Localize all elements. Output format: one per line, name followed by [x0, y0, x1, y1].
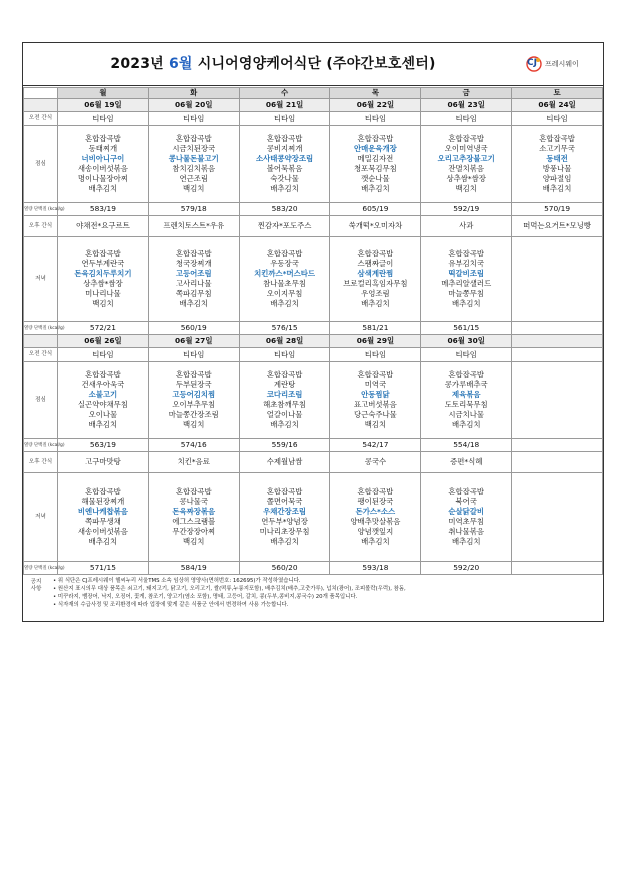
menu-item: 연두부*양념장	[261, 517, 308, 526]
menu-item: 볼어묵볶음	[266, 164, 303, 173]
lunch-cell	[58, 126, 149, 203]
dinner-label: 저녁	[24, 237, 58, 322]
dinner-cell	[512, 237, 603, 322]
pm-snack-cell: 콩국수	[330, 452, 421, 473]
dinner-label: 저녁	[24, 473, 58, 562]
menu-item: 배추김치	[179, 299, 209, 308]
menu-item: 새송이버섯볶음	[77, 527, 128, 536]
menu-item: 오이부추무침	[172, 400, 216, 409]
teatime-cell	[512, 348, 603, 362]
menu-item: 취나물볶음	[448, 527, 485, 536]
menu-item: 연근조림	[179, 174, 209, 183]
menu-item: 무간장장아찌	[172, 527, 216, 536]
menu-item: 우채간장조림	[263, 507, 306, 516]
menu-item: 오이나물	[88, 410, 118, 419]
calorie-cell: 561/15	[421, 322, 512, 335]
calorie-cell: 579/18	[148, 203, 239, 216]
menu-item: 소불고기	[88, 390, 118, 399]
pm-snack-label: 오후 간식	[24, 216, 58, 237]
menu-item: 혼합잡곡밥	[357, 249, 394, 258]
menu-item: 오이미역냉국	[444, 144, 488, 153]
teatime-cell: 티타임	[421, 348, 512, 362]
menu-item: 콩나물돈불고기	[168, 154, 219, 163]
menu-item: 제육볶음	[451, 390, 481, 399]
calorie-cell: 581/21	[330, 322, 421, 335]
calorie-cell: 563/19	[58, 439, 149, 452]
menu-item: 오이지무침	[266, 289, 303, 298]
calorie-cell	[512, 562, 603, 575]
menu-item: 배추김치	[88, 420, 118, 429]
menu-item: 돈육김치두루치기	[74, 269, 132, 278]
menu-item: 너비아니구이	[81, 154, 125, 163]
calorie-label: 열량 단백질 (kcal/g)	[24, 439, 58, 452]
corner-cell	[24, 88, 58, 99]
menu-item: 실곤약야채무침	[77, 400, 128, 409]
menu-item: 혼합잡곡밥	[539, 134, 575, 143]
menu-item: 혼합잡곡밥	[448, 249, 485, 258]
menu-item: 혼합잡곡밥	[85, 370, 121, 379]
teatime-cell: 티타임	[330, 112, 421, 126]
menu-item: 새송이버섯볶음	[77, 164, 128, 173]
note-item: • 식자재의 수급사정 및 조리환경에 따라 업장에 맞게 같은 식품군 안에서 변경하여 사용 가능합니다.	[53, 601, 593, 609]
menu-item: 양념깻잎지	[357, 527, 394, 536]
lunch-cell	[512, 362, 603, 439]
pm-snack-cell: 증편*식혜	[421, 452, 512, 473]
menu-item: 참나물초무침	[263, 279, 306, 288]
title-month: 6월	[168, 56, 193, 72]
menu-item: 돈육짜장볶음	[172, 507, 216, 516]
menu-item: 안동찜닭	[361, 390, 390, 399]
menu-item: 치킨까스*머스타드	[254, 269, 316, 278]
menu-document	[22, 42, 604, 622]
calorie-cell: 574/16	[148, 439, 239, 452]
teatime-cell: 티타임	[239, 112, 330, 126]
notes-list	[53, 577, 593, 609]
menu-item: 소사태콩약장조림	[256, 154, 314, 163]
lunch-cell	[421, 362, 512, 439]
date-cell: 06월 23일	[421, 99, 512, 112]
lunch-cell	[148, 126, 239, 203]
date-cell: 06월 30일	[421, 335, 512, 348]
dinner-cell	[58, 237, 149, 322]
page-title	[23, 53, 523, 73]
pm-snack-label: 오후 간식	[24, 452, 58, 473]
menu-item: 삼색계란찜	[357, 269, 394, 278]
menu-item: 미나리나물	[85, 289, 121, 298]
menu-item: 시금치나물	[448, 410, 485, 419]
dinner-cell	[421, 473, 512, 562]
menu-item: 얼갈이나물	[266, 410, 303, 419]
menu-item: 배추김치	[542, 184, 572, 193]
menu-item: 혼합잡곡밥	[357, 487, 394, 496]
menu-item: 혼합잡곡밥	[266, 370, 303, 379]
date-cell: 06월 28일	[239, 335, 330, 348]
menu-item: 쪽파김무침	[175, 289, 212, 298]
lunch-cell	[421, 126, 512, 203]
calorie-cell	[512, 439, 603, 452]
menu-item: 떡갈비조림	[448, 269, 485, 278]
menu-item: 우동장국	[270, 259, 299, 268]
menu-item: 청국장찌개	[175, 259, 212, 268]
dinner-cell	[330, 237, 421, 322]
menu-item: 양파절임	[542, 174, 572, 183]
weekday-header: 월	[58, 88, 149, 99]
notice-label: 공지 사항	[30, 579, 42, 592]
menu-table	[23, 87, 603, 575]
dinner-cell	[239, 473, 330, 562]
calorie-cell: 560/20	[239, 562, 330, 575]
menu-item: 계란탕	[273, 380, 296, 389]
calorie-cell: 584/19	[148, 562, 239, 575]
pm-snack-cell: 찐감자*포도주스	[239, 216, 330, 237]
lunch-label: 점심	[24, 362, 58, 439]
lunch-cell	[239, 362, 330, 439]
dinner-cell	[148, 473, 239, 562]
menu-item: 콩나물국	[179, 497, 209, 506]
menu-item: 혼합잡곡밥	[85, 249, 121, 258]
menu-item: 고사리나물	[175, 279, 212, 288]
menu-item: 유부김치국	[448, 259, 485, 268]
menu-item: 표고버섯볶음	[353, 400, 397, 409]
menu-item: 쪽파무생채	[85, 517, 121, 526]
teatime-cell: 티타임	[58, 112, 149, 126]
menu-item: 혼합잡곡밥	[266, 487, 303, 496]
date-cell: 06월 20일	[148, 99, 239, 112]
weekday-header: 토	[512, 88, 603, 99]
dinner-cell	[58, 473, 149, 562]
pm-snack-cell: 떠먹는요거트*모닝빵	[512, 216, 603, 237]
menu-item: 동태찌개	[88, 144, 118, 153]
pm-snack-cell	[512, 452, 603, 473]
menu-item: 양배추맛살볶음	[350, 517, 401, 526]
menu-item: 시금치된장국	[172, 144, 216, 153]
menu-item: 스팸짜글이	[357, 259, 394, 268]
lunch-cell	[148, 362, 239, 439]
pm-snack-cell: 야채전*요구르트	[58, 216, 149, 237]
note-item: • 위 식단은 CJ프레시웨이 헬씨누리 서울TMS 소속 임상허 영양사(면허번호: 162695)가 작성하였습니다.	[53, 577, 593, 585]
date-cell: 06월 21일	[239, 99, 330, 112]
menu-item: 코다리조림	[266, 390, 303, 399]
calorie-cell: 583/20	[239, 203, 330, 216]
menu-item: 북어국	[455, 497, 477, 506]
menu-item: 배추김치	[270, 299, 299, 308]
dinner-cell	[330, 473, 421, 562]
date-cell: 06월 27일	[148, 335, 239, 348]
menu-item: 메밀김자전	[357, 154, 394, 163]
menu-item: 백김치	[455, 184, 477, 193]
menu-item: 배추김치	[451, 537, 481, 546]
menu-item: 방풍나물	[542, 164, 572, 173]
menu-item: 배추김치	[361, 184, 390, 193]
menu-item: 혼합잡곡밥	[85, 487, 121, 496]
menu-item: 배추김치	[270, 420, 299, 429]
menu-item: 명이나물장아찌	[77, 174, 128, 183]
lunch-cell	[330, 126, 421, 203]
menu-item: 콩가루배추국	[444, 380, 488, 389]
calorie-label: 열량 단백질 (kcal/g)	[24, 203, 58, 216]
pm-snack-cell: 수제월남쌈	[239, 452, 330, 473]
menu-item: 백김치	[183, 537, 205, 546]
menu-item: 배추김치	[270, 184, 299, 193]
menu-item: 숙갓나물	[270, 174, 299, 183]
menu-item: 소고기무국	[539, 144, 575, 153]
menu-item: 깻순나물	[361, 174, 390, 183]
calorie-cell: 576/15	[239, 322, 330, 335]
teatime-cell: 티타임	[239, 348, 330, 362]
menu-item: 해물된장찌개	[81, 497, 125, 506]
menu-item: 팽이된장국	[357, 497, 394, 506]
dinner-cell	[512, 473, 603, 562]
menu-item: 혼합잡곡밥	[85, 134, 121, 143]
weekday-header: 금	[421, 88, 512, 99]
menu-item: 배추김치	[88, 184, 118, 193]
calorie-cell: 592/20	[421, 562, 512, 575]
menu-item: 혼합잡곡밥	[175, 370, 212, 379]
menu-item: 우엉조림	[361, 289, 390, 298]
lunch-cell	[58, 362, 149, 439]
calorie-cell: 592/19	[421, 203, 512, 216]
menu-item: 상추쌈*쌈장	[446, 174, 486, 183]
teatime-cell: 티타임	[148, 112, 239, 126]
pm-snack-cell: 치킨*음료	[148, 452, 239, 473]
menu-item: 참치김치볶음	[172, 164, 216, 173]
date-cell: 06월 29일	[330, 335, 421, 348]
calorie-cell: 593/18	[330, 562, 421, 575]
menu-item: 쫄면어묵국	[266, 497, 303, 506]
menu-item: 백김치	[183, 420, 205, 429]
menu-item: 혼합잡곡밥	[175, 249, 212, 258]
lunch-cell	[330, 362, 421, 439]
menu-item: 마늘쫑무침	[448, 289, 485, 298]
teatime-label: 오전 간식	[24, 112, 58, 126]
teatime-cell: 티타임	[330, 348, 421, 362]
logo-mark: CJ	[527, 58, 537, 68]
calorie-cell: 570/19	[512, 203, 603, 216]
date-cell: 06월 24일	[512, 99, 603, 112]
dinner-cell	[148, 237, 239, 322]
menu-item: 콩비지찌개	[266, 144, 303, 153]
menu-item: 배추김치	[88, 537, 118, 546]
calorie-cell: 571/15	[58, 562, 149, 575]
calorie-cell: 572/21	[58, 322, 149, 335]
menu-item: 잔멸치볶음	[448, 164, 485, 173]
cj-freshway-logo	[525, 55, 597, 73]
pm-snack-cell: 프렌치토스트*우유	[148, 216, 239, 237]
menu-item: 마늘쫑간장조림	[168, 410, 219, 419]
pm-snack-cell: 쑥개떡*오미자차	[330, 216, 421, 237]
calorie-cell: 583/19	[58, 203, 149, 216]
menu-item: 배추김치	[451, 420, 481, 429]
dinner-cell	[421, 237, 512, 322]
weekday-header: 수	[239, 88, 330, 99]
menu-item: 해초참깨무침	[263, 400, 306, 409]
teatime-cell: 티타임	[512, 112, 603, 126]
menu-item: 혼합잡곡밥	[357, 134, 394, 143]
menu-item: 배추김치	[451, 299, 481, 308]
menu-item: 백김치	[183, 184, 205, 193]
date-cell: 06월 26일	[58, 335, 149, 348]
menu-item: 오리고추장불고기	[437, 154, 495, 163]
menu-item: 고등어조림	[175, 269, 212, 278]
menu-item: 고등어김치찜	[172, 390, 216, 399]
menu-item: 미나리초장무침	[259, 527, 310, 536]
menu-item: 배추김치	[270, 537, 299, 546]
menu-item: 배추김치	[361, 299, 390, 308]
menu-item: 배추김치	[361, 537, 390, 546]
title-text: 시니어영양케어식단 (주야간보호센터)	[197, 56, 436, 72]
menu-item: 청포묵김무침	[353, 164, 397, 173]
weekday-header: 목	[330, 88, 421, 99]
lunch-cell	[239, 126, 330, 203]
menu-item: 에그스크램블	[172, 517, 216, 526]
menu-item: 혼합잡곡밥	[266, 134, 303, 143]
calorie-cell: 554/18	[421, 439, 512, 452]
teatime-cell: 티타임	[148, 348, 239, 362]
calorie-cell: 542/17	[330, 439, 421, 452]
teatime-cell: 티타임	[58, 348, 149, 362]
menu-item: 도토리묵무침	[444, 400, 488, 409]
menu-item: 상추쌈*쌈장	[83, 279, 123, 288]
menu-item: 백김치	[364, 420, 387, 429]
calorie-label: 열량 단백질 (kcal/g)	[24, 562, 58, 575]
teatime-cell: 티타임	[421, 112, 512, 126]
menu-item: 혼합잡곡밥	[357, 370, 394, 379]
logo-name: 프레시웨이	[545, 60, 579, 68]
date-cell	[512, 335, 603, 348]
date-cell: 06월 22일	[330, 99, 421, 112]
dinner-cell	[239, 237, 330, 322]
lunch-label: 점심	[24, 126, 58, 203]
title-year: 2023년	[110, 56, 164, 72]
date-cell: 06월 19일	[58, 99, 149, 112]
pm-snack-cell: 사과	[421, 216, 512, 237]
menu-item: 비엔나케찹볶음	[77, 507, 128, 516]
menu-item: 미역국	[364, 380, 387, 389]
menu-item: 혼합잡곡밥	[175, 487, 212, 496]
menu-item: 미역초무침	[448, 517, 485, 526]
menu-item: 백김치	[92, 299, 114, 308]
calorie-cell	[512, 322, 603, 335]
menu-item: 연두부계란국	[81, 259, 125, 268]
title-bar	[23, 43, 603, 86]
menu-item: 당근숙주나물	[353, 410, 397, 419]
menu-item: 두부된장국	[175, 380, 212, 389]
menu-item: 순살닭갈비	[448, 507, 485, 516]
calorie-cell: 560/19	[148, 322, 239, 335]
date-corner	[24, 335, 58, 348]
menu-item: 혼합잡곡밥	[448, 134, 485, 143]
pm-snack-cell: 고구마맛탕	[58, 452, 149, 473]
menu-item: 동태전	[546, 154, 568, 163]
menu-item: 혼합잡곡밥	[448, 370, 485, 379]
note-item: • 미꾸라지, 뱀장어, 낙지, 오징어, 꽃게, 참조기, 양고기(염소 포함), 명태, 고등어, 갈치, 콩(두부,콩비지,콩국수) 20개 품목입니다.	[53, 593, 593, 601]
menu-item: 혼합잡곡밥	[448, 487, 485, 496]
menu-item: 브로컬리흑임자무침	[343, 279, 408, 288]
calorie-cell: 605/19	[330, 203, 421, 216]
menu-item: 혼합잡곡밥	[266, 249, 303, 258]
teatime-label: 오전 간식	[24, 348, 58, 362]
calorie-label: 열량 단백질 (kcal/g)	[24, 322, 58, 335]
date-corner	[24, 99, 58, 112]
lunch-cell	[512, 126, 603, 203]
menu-item: 돈가스*소스	[355, 507, 396, 516]
menu-item: 안매운육개장	[353, 144, 397, 153]
weekday-header: 화	[148, 88, 239, 99]
calorie-cell: 559/16	[239, 439, 330, 452]
note-item: • 원산지 표시의무 대상 품목은 쇠고기, 돼지고기, 닭고기, 오리고기, 쌀(떡류,누룽지포함), 배추김치(배추,고춧가루), 넙치(광어), 조피볼락(우럭), 참돔,	[53, 585, 593, 593]
menu-item: 건새우아욱국	[81, 380, 125, 389]
menu-item: 메추리알샐러드	[441, 279, 492, 288]
menu-item: 혼합잡곡밥	[175, 134, 212, 143]
